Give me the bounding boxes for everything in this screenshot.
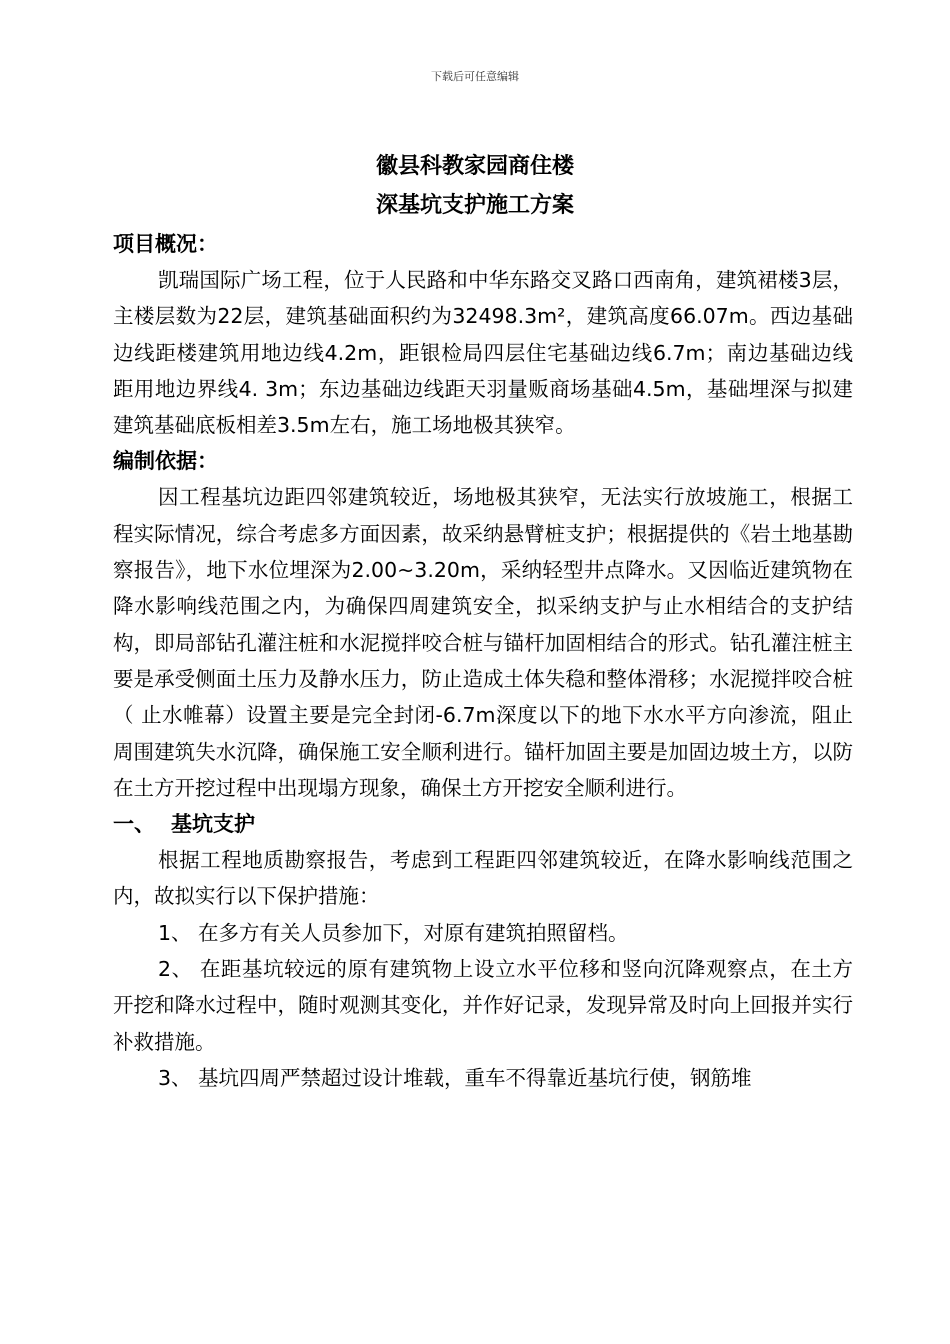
- section-1-heading: [113, 806, 853, 842]
- document-title-line2: 深基坑支护施工方案: [375, 193, 574, 218]
- document-body: [113, 226, 853, 1096]
- basis-heading: 编制依据：: [113, 449, 218, 474]
- section-1-intro: 根据工程地质勘察报告，考虑到工程距四邻建筑较近，在降水影响线范围之内，故拟实行以下保护措施：: [113, 848, 853, 909]
- basis-paragraph: 因工程基坑边距四邻建筑较近，场地极其狭窄，无法实行放坡施工，根据工程实际情况，综合考虑多方面因素，故采纳悬臂桩支护；根据提供的《岩土地基勘察报告》，地下水位埋深为2.00~3.20m，采纳轻型井点降水。又因临近建筑物在降水影响线范围之内，为确保四周建筑安全，拟采纳支护与止水相结合的支护结构，即局部钻孔灌注桩和水泥搅拌咬合桩与锚杆加固相结合的形式。钻孔灌注桩主要是承受侧面土压力及静水压力，防止造成土体失稳和整体滑移；水泥搅拌咬合桩（ 止水帷幕）设置主要是完全封闭-6.7m深度以下的地下水水平方向渗流，阻止周围建筑失水沉降，确保施工安全顺利进行。锚杆加固主要是加固边坡土方，以防在土方开挖过程中出现塌方现象，确保土方开挖安全顺利进行。: [113, 485, 853, 800]
- overview-heading: 项目概况：: [113, 232, 218, 256]
- page-header-note: 下载后可任意编辑: [431, 70, 519, 83]
- measure-item-2: 2、 在距基坑较远的原有建筑物上设立水平位移和竖向沉降观察点，在土方开挖和降水过程中，随时观测其变化，并作好记录，发现异常及时向上回报并实行补救措施。: [113, 957, 853, 1054]
- section-1-title: 基坑支护: [171, 812, 255, 837]
- section-1-number: 一、: [113, 812, 155, 837]
- measure-item-3: 3、 基坑四周严禁超过设计堆载，重车不得靠近基坑行使，钢筋堆: [158, 1065, 752, 1090]
- document-title-line1: 徽县科教家园商住楼: [375, 154, 574, 179]
- measure-item-1: 1、 在多方有关人员参加下，对原有建筑拍照留档。: [158, 920, 629, 945]
- overview-paragraph: 凯瑞国际广场工程，位于人民路和中华东路交叉路口西南角，建筑裙楼3层，主楼层数为22层，建筑基础面积约为32498.3m²，建筑高度66.07m。西边基础边线距楼建筑用地边线4.2m，距银检局四层住宅基础边线6.7m；南边基础边线距用地边界线4. 3m；东边基础边线距天羽量贩商场基础4.5m，基础埋深与拟建建筑基础底板相差3.5m左右，施工场地极其狭窄。: [113, 268, 853, 438]
